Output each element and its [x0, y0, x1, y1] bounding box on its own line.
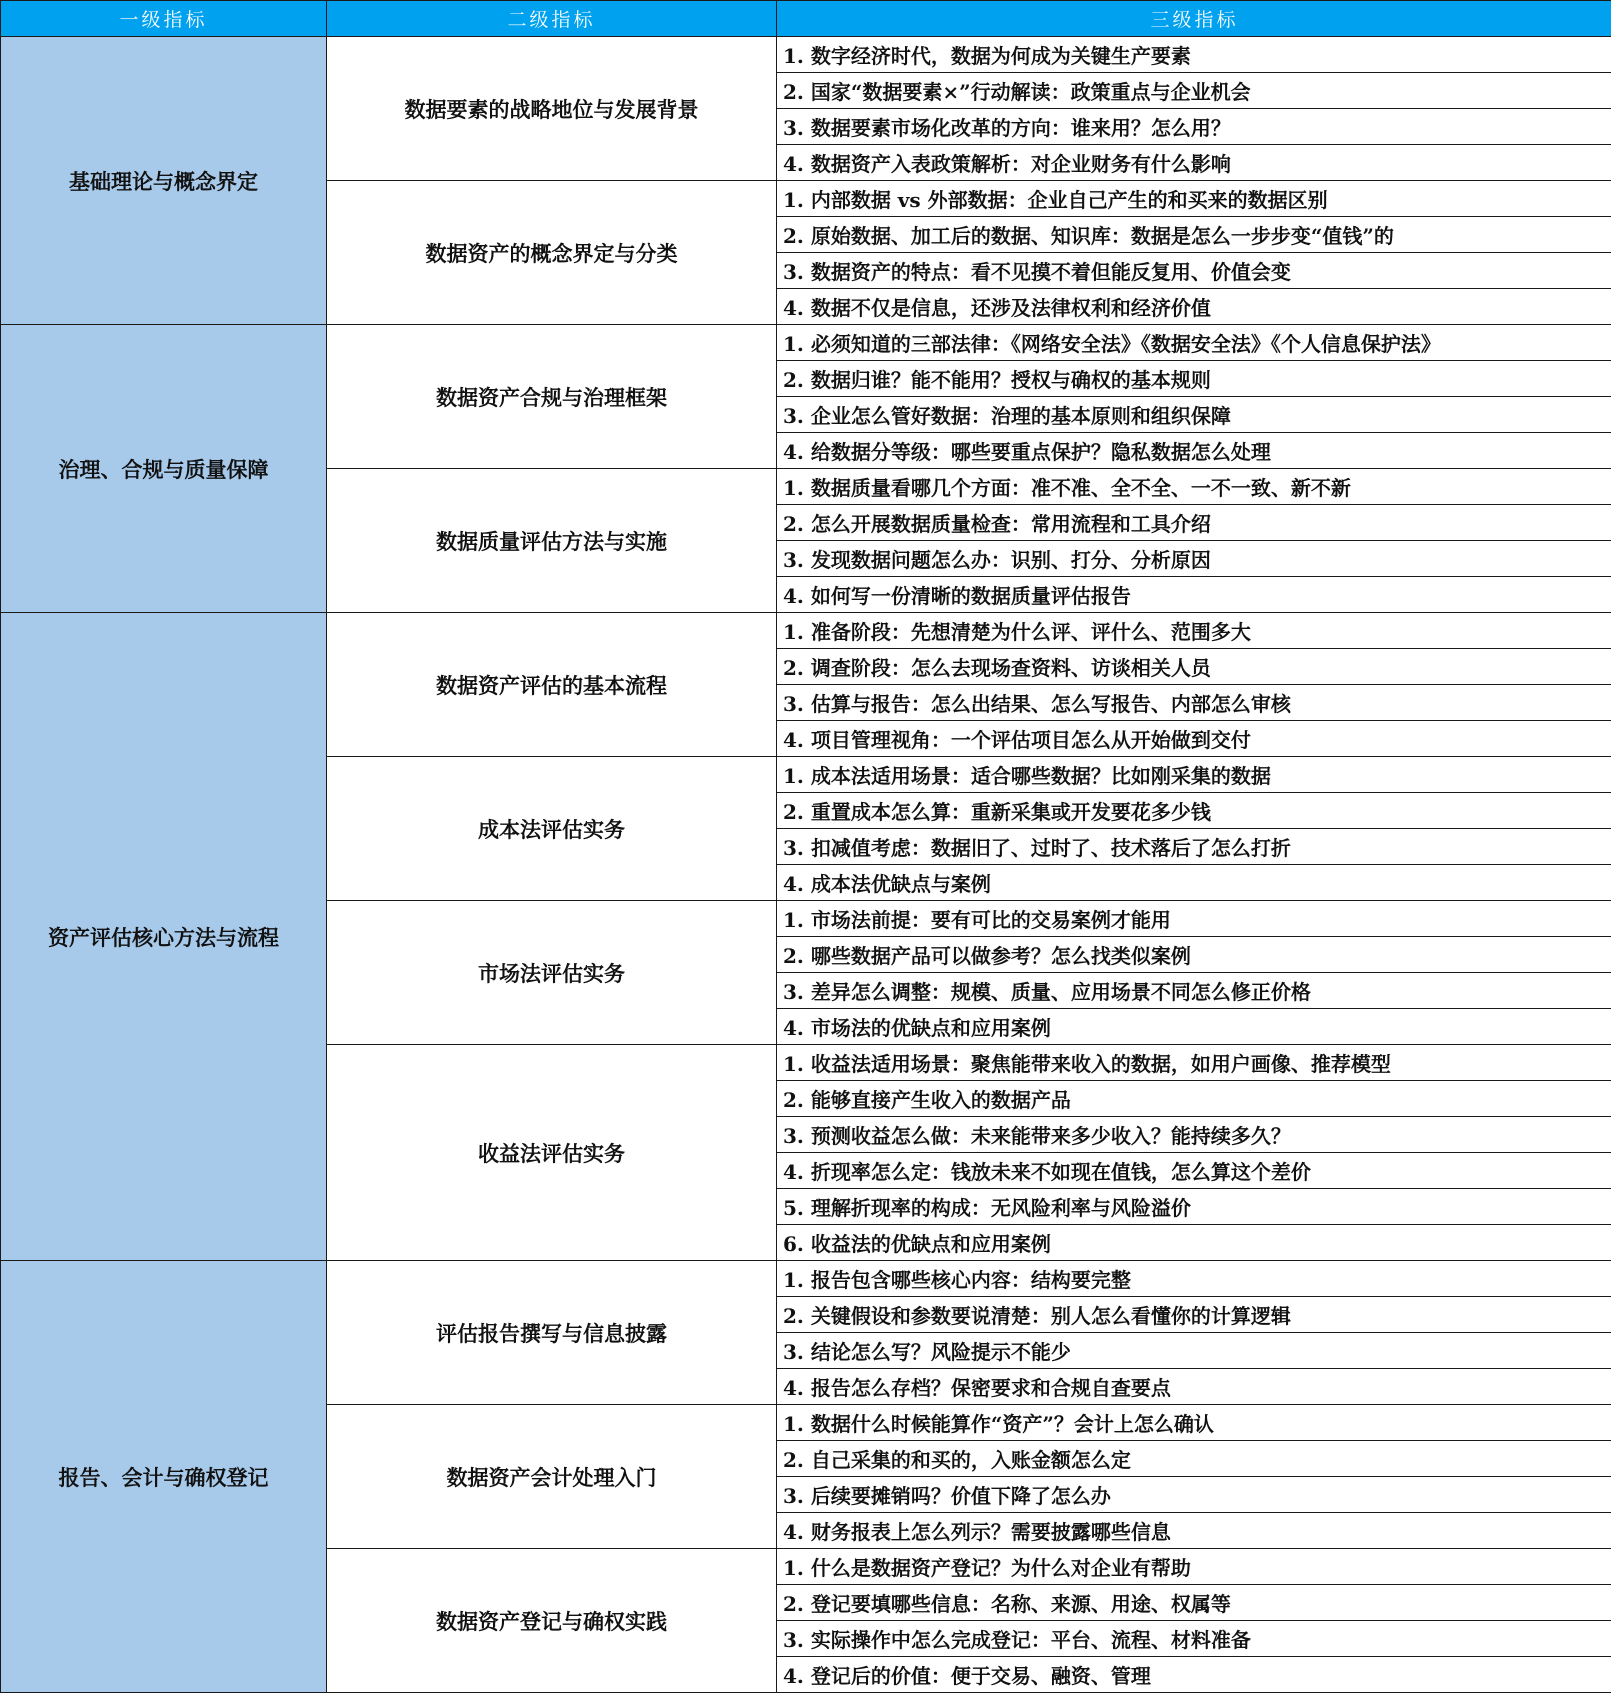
level3-cell: 1. 市场法前提：要有可比的交易案例才能用: [777, 901, 1611, 937]
level3-cell: 1. 什么是数据资产登记？为什么对企业有帮助: [777, 1549, 1611, 1585]
level3-cell: 1. 数字经济时代，数据为何成为关键生产要素: [777, 37, 1611, 73]
level3-cell: 3. 数据资产的特点：看不见摸不着但能反复用、价值会变: [777, 253, 1611, 289]
level3-cell: 1. 数据质量看哪几个方面：准不准、全不全、一不一致、新不新: [777, 469, 1611, 505]
table-row: [1, 37, 1611, 73]
level3-cell: 4. 如何写一份清晰的数据质量评估报告: [777, 577, 1611, 613]
level3-cell: 3. 结论怎么写？风险提示不能少: [777, 1333, 1611, 1369]
level3-cell: 3. 企业怎么管好数据：治理的基本原则和组织保障: [777, 397, 1611, 433]
level2-cell: 收益法评估实务: [327, 1045, 777, 1261]
table-header: [1, 1, 1611, 37]
level2-cell: 数据资产合规与治理框架: [327, 325, 777, 469]
header-level3: 三级指标: [777, 1, 1611, 37]
table-row: [1, 613, 1611, 649]
level3-cell: 3. 数据要素市场化改革的方向：谁来用？怎么用？: [777, 109, 1611, 145]
level3-cell: 4. 登记后的价值：便于交易、融资、管理: [777, 1657, 1611, 1693]
level3-cell: 6. 收益法的优缺点和应用案例: [777, 1225, 1611, 1261]
level3-cell: 1. 成本法适用场景：适合哪些数据？比如刚采集的数据: [777, 757, 1611, 793]
level3-cell: 2. 能够直接产生收入的数据产品: [777, 1081, 1611, 1117]
level3-cell: 4. 成本法优缺点与案例: [777, 865, 1611, 901]
level3-cell: 2. 重置成本怎么算：重新采集或开发要花多少钱: [777, 793, 1611, 829]
level3-cell: 3. 预测收益怎么做：未来能带来多少收入？能持续多久？: [777, 1117, 1611, 1153]
level3-cell: 3. 估算与报告：怎么出结果、怎么写报告、内部怎么审核: [777, 685, 1611, 721]
level3-cell: 4. 折现率怎么定：钱放未来不如现在值钱，怎么算这个差价: [777, 1153, 1611, 1189]
table-row: [1, 1261, 1611, 1297]
level3-cell: 4. 市场法的优缺点和应用案例: [777, 1009, 1611, 1045]
level3-cell: 2. 自己采集的和买的，入账金额怎么定: [777, 1441, 1611, 1477]
level1-cell: 治理、合规与质量保障: [1, 325, 327, 613]
level2-cell: 评估报告撰写与信息披露: [327, 1261, 777, 1405]
level1-cell: 资产评估核心方法与流程: [1, 613, 327, 1261]
level2-cell: 数据资产的概念界定与分类: [327, 181, 777, 325]
level3-cell: 2. 哪些数据产品可以做参考？怎么找类似案例: [777, 937, 1611, 973]
level3-cell: 1. 报告包含哪些核心内容：结构要完整: [777, 1261, 1611, 1297]
level2-cell: 数据资产登记与确权实践: [327, 1549, 777, 1693]
level1-cell: 基础理论与概念界定: [1, 37, 327, 325]
level3-cell: 3. 扣减值考虑：数据旧了、过时了、技术落后了怎么打折: [777, 829, 1611, 865]
header-row: [1, 1, 1611, 37]
level3-cell: 3. 后续要摊销吗？价值下降了怎么办: [777, 1477, 1611, 1513]
header-level1: 一级指标: [1, 1, 327, 37]
level3-cell: 2. 国家“数据要素×”行动解读：政策重点与企业机会: [777, 73, 1611, 109]
level3-cell: 4. 项目管理视角：一个评估项目怎么从开始做到交付: [777, 721, 1611, 757]
level2-cell: 数据质量评估方法与实施: [327, 469, 777, 613]
header-level2: 二级指标: [327, 1, 777, 37]
level3-cell: 1. 内部数据 vs 外部数据：企业自己产生的和买来的数据区别: [777, 181, 1611, 217]
level3-cell: 2. 原始数据、加工后的数据、知识库：数据是怎么一步步变“值钱”的: [777, 217, 1611, 253]
level2-cell: 数据要素的战略地位与发展背景: [327, 37, 777, 181]
level3-cell: 4. 报告怎么存档？保密要求和合规自查要点: [777, 1369, 1611, 1405]
level3-cell: 2. 关键假设和参数要说清楚：别人怎么看懂你的计算逻辑: [777, 1297, 1611, 1333]
level3-cell: 4. 数据不仅是信息，还涉及法律权利和经济价值: [777, 289, 1611, 325]
level3-cell: 4. 给数据分等级：哪些要重点保护？隐私数据怎么处理: [777, 433, 1611, 469]
table-body: [1, 37, 1611, 1693]
level3-cell: 1. 必须知道的三部法律：《网络安全法》《数据安全法》《个人信息保护法》: [777, 325, 1611, 361]
level1-cell: 报告、会计与确权登记: [1, 1261, 327, 1693]
level3-cell: 2. 登记要填哪些信息：名称、来源、用途、权属等: [777, 1585, 1611, 1621]
level3-cell: 2. 调查阶段：怎么去现场查资料、访谈相关人员: [777, 649, 1611, 685]
level3-cell: 1. 准备阶段：先想清楚为什么评、评什么、范围多大: [777, 613, 1611, 649]
level3-cell: 1. 数据什么时候能算作“资产”？会计上怎么确认: [777, 1405, 1611, 1441]
level2-cell: 成本法评估实务: [327, 757, 777, 901]
level3-cell: 4. 财务报表上怎么列示？需要披露哪些信息: [777, 1513, 1611, 1549]
level3-cell: 1. 收益法适用场景：聚焦能带来收入的数据，如用户画像、推荐模型: [777, 1045, 1611, 1081]
level3-cell: 3. 发现数据问题怎么办：识别、打分、分析原因: [777, 541, 1611, 577]
level3-cell: 5. 理解折现率的构成：无风险利率与风险溢价: [777, 1189, 1611, 1225]
level2-cell: 数据资产评估的基本流程: [327, 613, 777, 757]
table-row: [1, 325, 1611, 361]
level2-cell: 数据资产会计处理入门: [327, 1405, 777, 1549]
level3-cell: 3. 差异怎么调整：规模、质量、应用场景不同怎么修正价格: [777, 973, 1611, 1009]
level3-cell: 2. 怎么开展数据质量检查：常用流程和工具介绍: [777, 505, 1611, 541]
level3-cell: 2. 数据归谁？能不能用？授权与确权的基本规则: [777, 361, 1611, 397]
level3-cell: 3. 实际操作中怎么完成登记：平台、流程、材料准备: [777, 1621, 1611, 1657]
level3-cell: 4. 数据资产入表政策解析：对企业财务有什么影响: [777, 145, 1611, 181]
level2-cell: 市场法评估实务: [327, 901, 777, 1045]
